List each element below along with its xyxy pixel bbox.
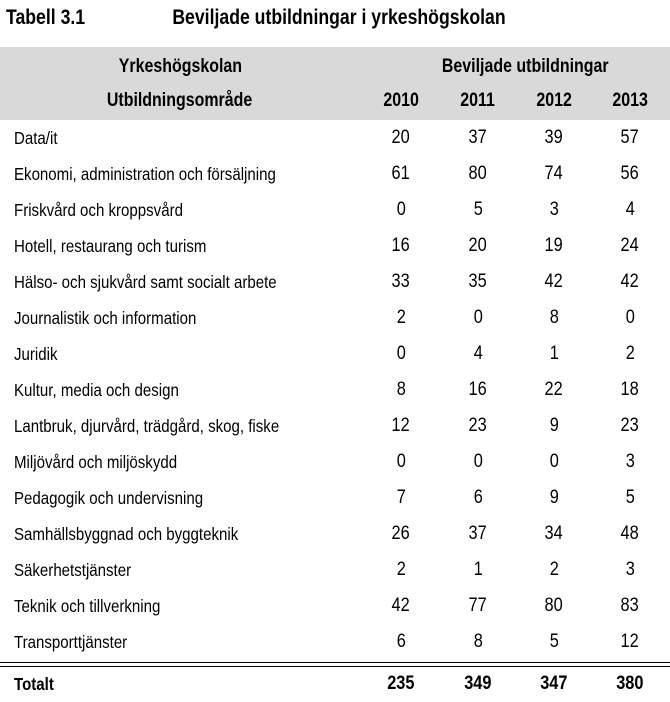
row-value: 22 bbox=[544, 379, 564, 400]
row-value: 0 bbox=[396, 199, 406, 220]
row-label: Lantbruk, djurvård, trädgård, skog, fiske bbox=[14, 416, 280, 436]
row-value: 2 bbox=[549, 559, 559, 580]
row-value: 74 bbox=[544, 163, 564, 184]
row-label: Ekonomi, administration och försäljning bbox=[14, 164, 276, 184]
header-year: 2011 bbox=[460, 90, 496, 111]
table-row bbox=[0, 516, 670, 552]
table-row bbox=[0, 408, 670, 444]
row-value: 56 bbox=[620, 163, 640, 184]
row-value: 12 bbox=[620, 631, 640, 652]
row-label: Säkerhetstjänster bbox=[14, 560, 132, 580]
row-value: 8 bbox=[473, 631, 483, 652]
row-value: 16 bbox=[391, 235, 411, 256]
table-row bbox=[0, 552, 670, 588]
row-value: 5 bbox=[473, 199, 483, 220]
row-value: 24 bbox=[620, 235, 640, 256]
row-value: 16 bbox=[468, 379, 488, 400]
row-value: 9 bbox=[549, 415, 559, 436]
row-value: 19 bbox=[544, 235, 564, 256]
table-row bbox=[0, 300, 670, 336]
table-row bbox=[0, 228, 670, 264]
row-label: Miljövård och miljöskydd bbox=[14, 452, 178, 472]
row-value: 80 bbox=[468, 163, 488, 184]
table-row bbox=[0, 480, 670, 516]
table-row bbox=[0, 444, 670, 480]
row-value: 8 bbox=[396, 379, 406, 400]
table-row bbox=[0, 120, 670, 156]
row-label: Data/it bbox=[14, 128, 58, 148]
total-value: 235 bbox=[387, 673, 415, 694]
row-value: 37 bbox=[468, 523, 488, 544]
header-school: Yrkeshögskolan bbox=[118, 56, 242, 77]
row-value: 0 bbox=[625, 307, 635, 328]
row-value: 39 bbox=[544, 127, 564, 148]
row-value: 12 bbox=[391, 415, 411, 436]
row-value: 37 bbox=[468, 127, 488, 148]
row-label: Samhällsbyggnad och byggteknik bbox=[14, 524, 239, 544]
row-value: 5 bbox=[549, 631, 559, 652]
row-value: 3 bbox=[625, 559, 635, 580]
row-value: 9 bbox=[549, 487, 559, 508]
table-row bbox=[0, 192, 670, 228]
row-value: 0 bbox=[549, 451, 559, 472]
table-row bbox=[0, 372, 670, 408]
total-rule bbox=[0, 662, 670, 663]
row-value: 5 bbox=[625, 487, 635, 508]
total-value: 347 bbox=[540, 673, 568, 694]
row-label: Hotell, restaurang och turism bbox=[14, 236, 207, 256]
row-value: 2 bbox=[396, 559, 406, 580]
table-caption: Beviljade utbildningar i yrkeshögskolan bbox=[172, 6, 506, 29]
row-value: 57 bbox=[620, 127, 640, 148]
row-value: 2 bbox=[396, 307, 406, 328]
row-value: 20 bbox=[468, 235, 488, 256]
row-value: 26 bbox=[391, 523, 411, 544]
row-label: Teknik och tillverkning bbox=[14, 596, 161, 616]
header-granted: Beviljade utbildningar bbox=[441, 56, 609, 77]
row-value: 23 bbox=[620, 415, 640, 436]
table-row bbox=[0, 588, 670, 624]
row-value: 35 bbox=[468, 271, 488, 292]
row-value: 42 bbox=[544, 271, 564, 292]
row-label: Hälso- och sjukvård samt socialt arbete bbox=[14, 272, 277, 292]
row-value: 42 bbox=[391, 595, 411, 616]
row-value: 1 bbox=[473, 559, 483, 580]
row-label: Friskvård och kroppsvård bbox=[14, 200, 183, 220]
table-row bbox=[0, 264, 670, 300]
row-value: 3 bbox=[549, 199, 559, 220]
total-value: 380 bbox=[616, 673, 644, 694]
row-value: 4 bbox=[473, 343, 483, 364]
row-label: Journalistik och information bbox=[14, 308, 197, 328]
row-value: 1 bbox=[549, 343, 559, 364]
row-value: 8 bbox=[549, 307, 559, 328]
row-value: 80 bbox=[544, 595, 564, 616]
row-value: 0 bbox=[473, 307, 483, 328]
row-value: 77 bbox=[468, 595, 488, 616]
row-value: 33 bbox=[391, 271, 411, 292]
total-value: 349 bbox=[464, 673, 492, 694]
table-row bbox=[0, 156, 670, 192]
table-number: Tabell 3.1 bbox=[6, 6, 86, 29]
row-label: Transporttjänster bbox=[14, 632, 128, 652]
row-value: 0 bbox=[396, 451, 406, 472]
row-value: 0 bbox=[396, 343, 406, 364]
row-label: Kultur, media och design bbox=[14, 380, 179, 400]
row-value: 7 bbox=[396, 487, 406, 508]
row-value: 34 bbox=[544, 523, 564, 544]
table-row bbox=[0, 624, 670, 660]
header-year: 2013 bbox=[612, 90, 648, 111]
row-value: 83 bbox=[620, 595, 640, 616]
row-value: 2 bbox=[625, 343, 635, 364]
row-value: 23 bbox=[468, 415, 488, 436]
header-year: 2010 bbox=[383, 90, 419, 111]
row-value: 18 bbox=[620, 379, 640, 400]
row-value: 6 bbox=[396, 631, 406, 652]
row-value: 0 bbox=[473, 451, 483, 472]
total-label: Totalt bbox=[14, 674, 54, 694]
row-value: 4 bbox=[625, 199, 635, 220]
row-value: 20 bbox=[391, 127, 411, 148]
header-area: Utbildningsområde bbox=[107, 90, 253, 111]
header-year: 2012 bbox=[536, 90, 572, 111]
table-row bbox=[0, 336, 670, 372]
row-value: 61 bbox=[391, 163, 411, 184]
row-value: 42 bbox=[620, 271, 640, 292]
row-value: 48 bbox=[620, 523, 640, 544]
row-label: Pedagogik och undervisning bbox=[14, 488, 204, 508]
table-title bbox=[6, 0, 506, 36]
row-value: 3 bbox=[625, 451, 635, 472]
total-row bbox=[0, 666, 670, 702]
row-value: 6 bbox=[473, 487, 483, 508]
row-label: Juridik bbox=[14, 344, 58, 364]
